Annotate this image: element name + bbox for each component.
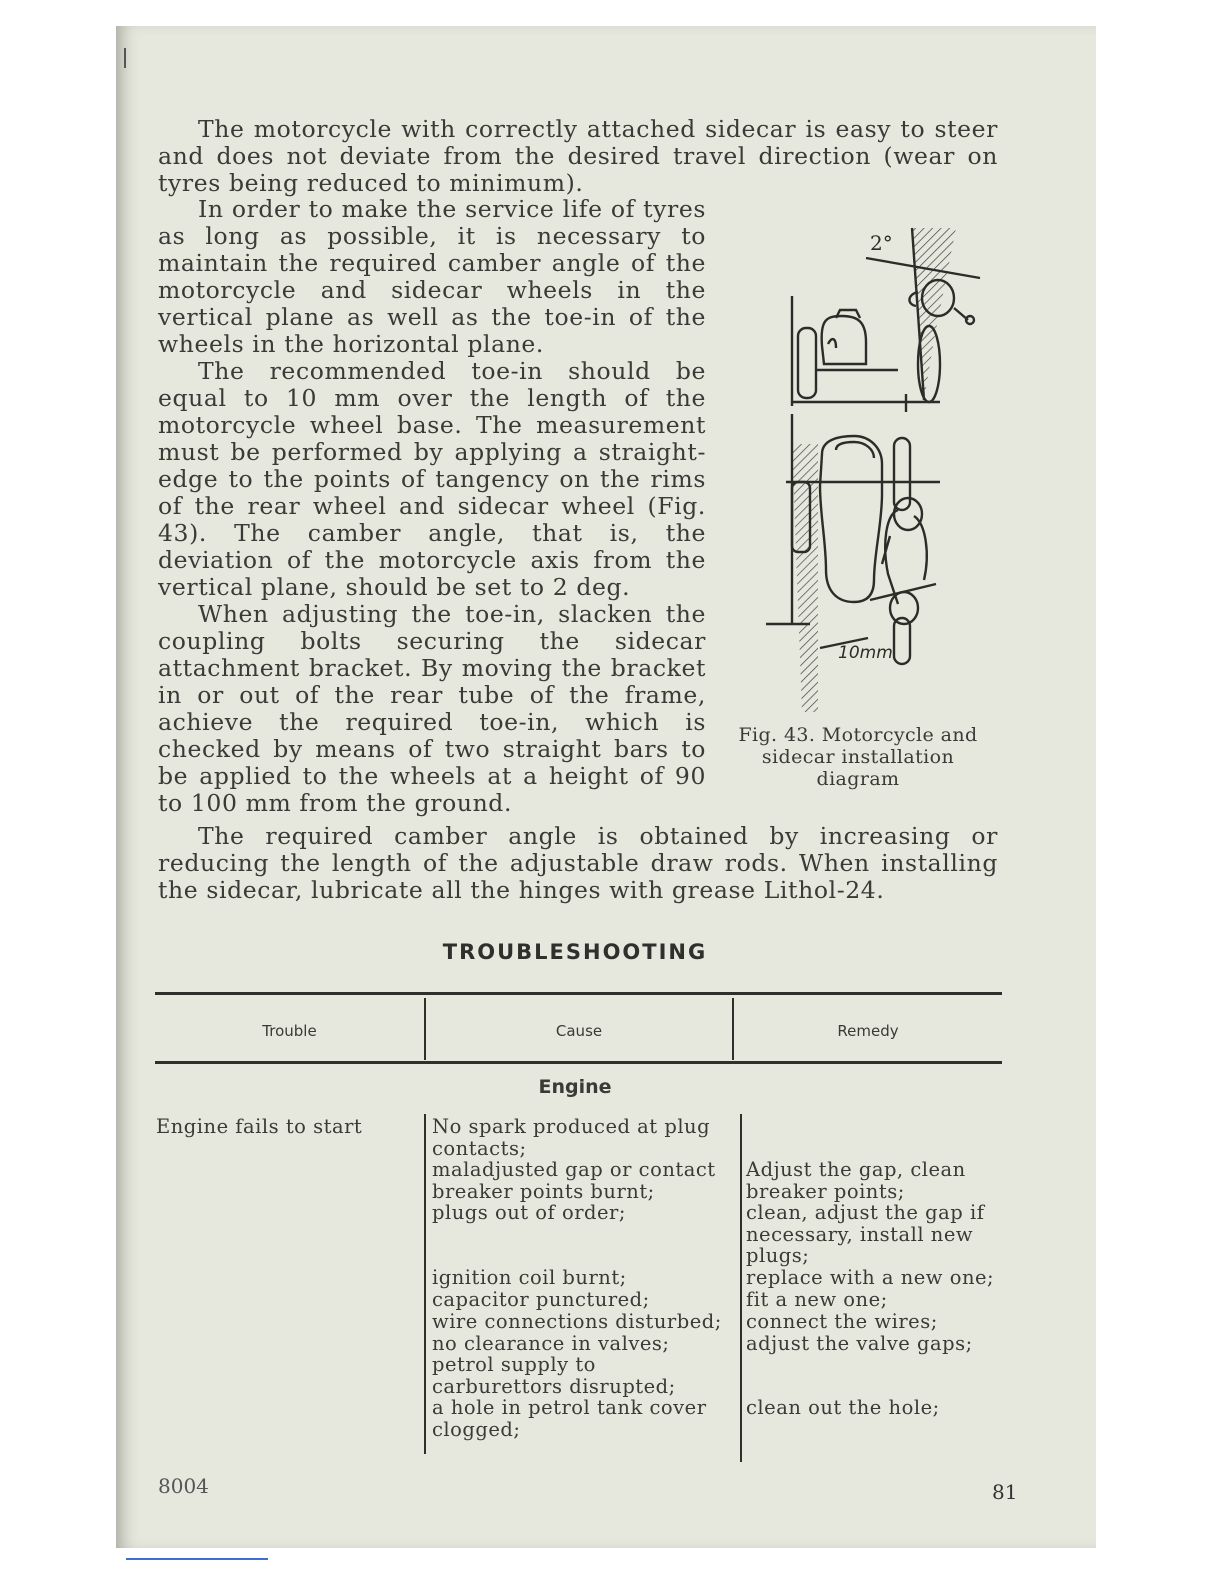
cause-capacitor: capacitor punctured;: [432, 1288, 650, 1311]
remedy-tank-hole: clean out the hole;: [746, 1396, 940, 1419]
cause-petrol: petrol supply to carburettors disrupted;: [432, 1353, 676, 1398]
remedy-valves: adjust the valve gaps;: [746, 1332, 973, 1355]
header-trouble: Trouble: [262, 1022, 317, 1040]
angle-label: 2°: [870, 231, 893, 255]
remedy-coil: replace with a new one;: [746, 1266, 995, 1289]
remedy-gap: Adjust the gap, clean breaker points;: [746, 1158, 966, 1203]
remedy-wires: connect the wires;: [746, 1310, 938, 1333]
sidecar-installation-diagram: [758, 224, 990, 724]
table-top-rule: [155, 992, 1002, 995]
scan-edge-mark: [124, 48, 126, 68]
header-cause: Cause: [555, 1022, 603, 1040]
paragraph-sidecar-steering: The motorcycle with correctly attached sidecar is easy to steer and does not deviate from the desired travel direction (wear on tyres being reduced to minimum).: [158, 115, 998, 197]
paragraph-toe-in: The recommended toe-in should be equal to 10 mm over the length of the motorcycle wheel base. The measurement must be performed by applying a straight-edge to the points of tangency on the rims of the rear wheel and sidecar wheel (Fig. 43). The camber angle, that is, the deviation of the motorcycle axis from the vertical plane, should be set to 2 deg.: [158, 357, 706, 601]
cause-tank-hole: a hole in petrol tank cover clogged;: [432, 1396, 707, 1441]
cause-plugs: plugs out of order;: [432, 1201, 626, 1224]
trouble-cell: Engine fails to start: [156, 1115, 363, 1138]
paragraph-tyre-life: In order to make the service life of tyres as long as possible, it is necessary to maintain the required camber angle of the motorcycle and sidecar wheels in the vertical plane as well as the toe-in of the wheels in the horizontal plane.: [158, 195, 706, 358]
section-heading: TROUBLESHOOTING: [442, 940, 708, 964]
group-engine: Engine: [538, 1076, 612, 1098]
cause-gap: maladjusted gap or contact breaker points burnt;: [432, 1158, 716, 1203]
cause-coil: ignition coil burnt;: [432, 1266, 627, 1289]
paragraph-adjusting: When adjusting the toe-in, slacken the coupling bolts securing the sidecar attachment bracket. By moving the bracket in or out of the rear tube of the frame, achieve the required toe-in, which is checked by means of two straight bars to be applied to the wheels at a height of 90 to 100 mm from the ground.: [158, 600, 706, 817]
top-view: [766, 414, 940, 712]
paragraph-camber: The required camber angle is obtained by increasing or reducing the length of the adjustable draw rods. When installing the sidecar, lubricate all the hinges with grease Lithol-24.: [158, 822, 998, 904]
body-divider-1: [424, 1114, 426, 1454]
header-remedy: Remedy: [837, 1022, 899, 1040]
cause-wires: wire connections disturbed;: [432, 1310, 722, 1333]
front-view: [792, 228, 980, 412]
table-header-rule: [155, 1061, 1002, 1064]
dimension-label: 10mm: [838, 643, 893, 663]
remedy-capacitor: fit a new one;: [746, 1288, 888, 1311]
remedy-plugs: clean, adjust the gap if necessary, install new plugs;: [746, 1201, 985, 1268]
print-code: 8004: [158, 1474, 209, 1498]
cause-valves: no clearance in valves;: [432, 1332, 670, 1355]
bottom-rule: [126, 1558, 268, 1560]
body-divider-2: [740, 1114, 742, 1462]
cause-no-spark: No spark produced at plug contacts;: [432, 1115, 711, 1160]
figure-caption: Fig. 43. Motorcycle and sidecar installation diagram: [738, 724, 978, 790]
page-number: 81: [992, 1480, 1018, 1504]
